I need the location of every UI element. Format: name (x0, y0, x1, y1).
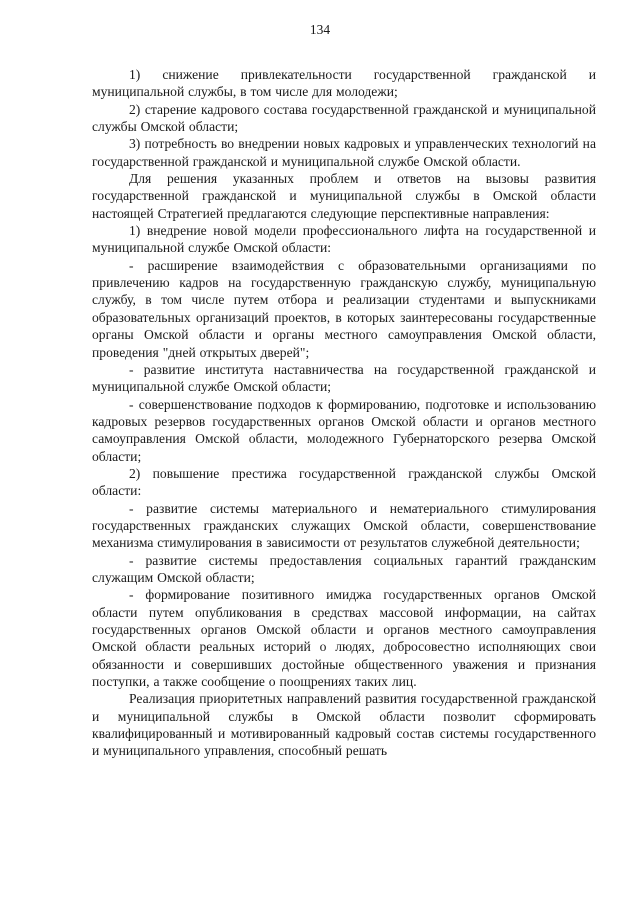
paragraph-conclusion: Реализация приоритетных направлений развития государственной гражданской и муниципальной службы в Омской области позволит сформировать квалифицированный и мотивированный кадровый состав системы государственного и муниципального управления, способный решать (92, 691, 596, 759)
paragraph-bullet-incentives: - развитие системы материального и нематериального стимулирования государственных гражданских служащих Омской области, совершенствование механизма стимулирования в зависимости от результатов служебной деятельности; (92, 500, 596, 551)
paragraph-bullet-mentoring: - развитие института наставничества на государственной гражданской и муниципальной службе Омской области; (92, 361, 596, 395)
paragraph-direction-2: 2) повышение престижа государственной гражданской службы Омской области: (92, 465, 596, 499)
page-number: 134 (309, 22, 331, 37)
paragraph-item-1: 1) снижение привлекательности государственной гражданской и муниципальной службы, в том числе для молодежи; (92, 67, 596, 100)
document-body (92, 66, 596, 760)
paragraph-bullet-education: - расширение взаимодействия с образовательными организациями по привлечению кадров на государственную гражданскую службу, муниципальную службу, в том числе путем отбора и реализации студентами и выпускниками образовательных организаций проектов, в которых заинтересованы государственные органы Омской области и органы местного самоуправления Омской области, проведения "дней открытых дверей"; (92, 257, 596, 360)
paragraph-bullet-image: - формирование позитивного имиджа государственных органов Омской области путем опубликования в средствах массовой информации, на сайтах государственных органов Омской области и органов местного самоуправления Омской области реальных историй о людях, добросовестно исполняющих свои обязанности и совершивших достойные общественного уважения и признания поступки, а также сообщение о поощрениях таких лиц. (92, 587, 596, 690)
paragraph-item-3: 3) потребность во внедрении новых кадровых и управленческих технологий на государственной гражданской и муниципальной службе Омской области. (92, 136, 596, 169)
paragraph-bullet-guarantees: - развитие системы предоставления социальных гарантий гражданским служащим Омской области; (92, 552, 596, 585)
paragraph-item-2: 2) старение кадрового состава государственной гражданской и муниципальной службы Омской области; (92, 101, 596, 135)
paragraph-directions-intro: Для решения указанных проблем и ответов на вызовы развития государственной гражданской и муниципальной службы в Омской области настоящей Стратегией предлагаются следующие перспективные направления: (92, 171, 596, 221)
paragraph-bullet-reserves: - совершенствование подходов к формированию, подготовке и использованию кадровых резервов государственных органов Омской области и органов местного самоуправления Омской области, молодежного Губернаторского резерва Омской области; (92, 396, 596, 464)
paragraph-direction-1: 1) внедрение новой модели профессионального лифта на государственной и муниципальной службе Омской области: (92, 223, 596, 256)
